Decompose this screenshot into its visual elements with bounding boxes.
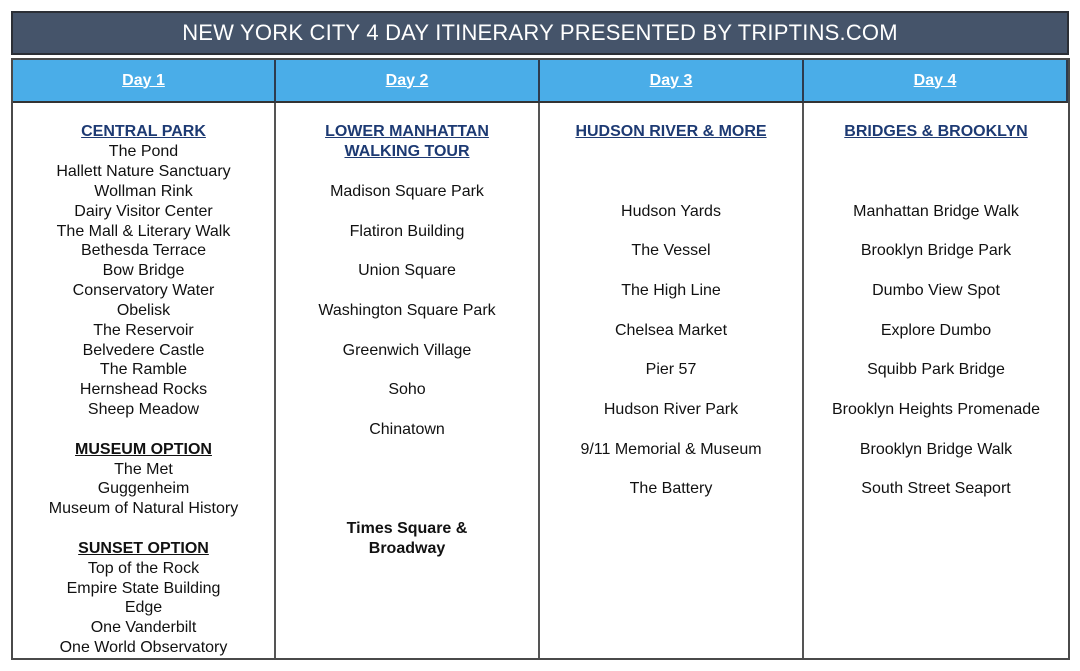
list-item: Dumbo View Spot [872,282,1000,299]
section-heading-central-park: CENTRAL PARK [81,123,206,140]
list-item: Brooklyn Bridge Park [860,242,1012,259]
list-item: Hernshead Rocks [79,381,208,398]
itinerary-table [11,58,1070,660]
list-item: Pier 57 [645,361,697,378]
day-2-column [276,103,540,658]
list-item: Sheep Meadow [87,401,200,418]
list-item: Top of the Rock [87,560,200,577]
list-item: Chelsea Market [614,322,728,339]
list-item: Conservatory Water [72,282,215,299]
list-item: Chinatown [369,421,445,438]
list-item: Madison Square Park [330,183,484,200]
day-4-header: Day 4 [804,60,1068,103]
list-item: One Vanderbilt [90,619,197,636]
section-heading-sunset-option: SUNSET OPTION [78,540,209,557]
list-item: Wollman Rink [94,183,193,200]
list-item: Union Square [358,262,456,279]
list-item: The Pond [108,143,179,160]
list-item: Washington Square Park [318,302,496,319]
page-title: NEW YORK CITY 4 DAY ITINERARY PRESENTED BY TRIPTINS.COM [11,11,1069,55]
section-heading-line-2: WALKING TOUR [344,143,470,160]
list-item: Brooklyn Bridge Walk [859,441,1013,458]
list-item: 9/11 Memorial & Museum [580,441,762,458]
list-item: The Mall & Literary Walk [56,223,231,240]
list-item: Greenwich Village [342,342,472,359]
list-item: Bethesda Terrace [80,242,207,259]
list-item: Obelisk [116,302,171,319]
list-item: Hallett Nature Sanctuary [56,163,231,180]
section-heading-bridges-brooklyn: BRIDGES & BROOKLYN [844,123,1028,140]
list-item: Dairy Visitor Center [74,203,213,220]
list-item: One World Observatory [59,639,228,656]
list-item: The Reservoir [93,322,194,339]
section-heading-museum-option: MUSEUM OPTION [75,441,212,458]
section-heading-hudson-river: HUDSON RIVER & MORE [575,123,767,140]
list-item: Museum of Natural History [48,500,239,517]
list-item: Guggenheim [97,480,190,497]
list-item: Squibb Park Bridge [867,361,1005,378]
list-item: Manhattan Bridge Walk [853,203,1019,220]
list-item: Brooklyn Heights Promenade [831,401,1041,418]
day-1-header: Day 1 [13,60,276,103]
list-item: The High Line [621,282,721,299]
list-item: The Battery [629,480,713,497]
day-3-header: Day 3 [540,60,804,103]
list-item: The Vessel [631,242,711,259]
evening-item-line-2: Broadway [368,540,446,557]
list-item: Hudson Yards [621,203,721,220]
list-item: Explore Dumbo [880,322,992,339]
list-item: Hudson River Park [603,401,739,418]
day-1-column [13,103,276,658]
list-item: South Street Seaport [861,480,1011,497]
list-item: The Met [114,461,173,478]
list-item: Edge [124,599,163,616]
list-item: Empire State Building [66,580,221,597]
evening-item-line-1: Times Square & [346,520,468,537]
list-item: Soho [388,381,426,398]
day-2-header: Day 2 [276,60,540,103]
list-item: Flatiron Building [349,223,465,240]
day-4-column [804,103,1068,658]
list-item: Bow Bridge [102,262,185,279]
list-item: Belvedere Castle [82,342,205,359]
day-3-column [540,103,804,658]
section-heading-line-1: LOWER MANHATTAN [325,123,489,140]
list-item: The Ramble [99,361,188,378]
